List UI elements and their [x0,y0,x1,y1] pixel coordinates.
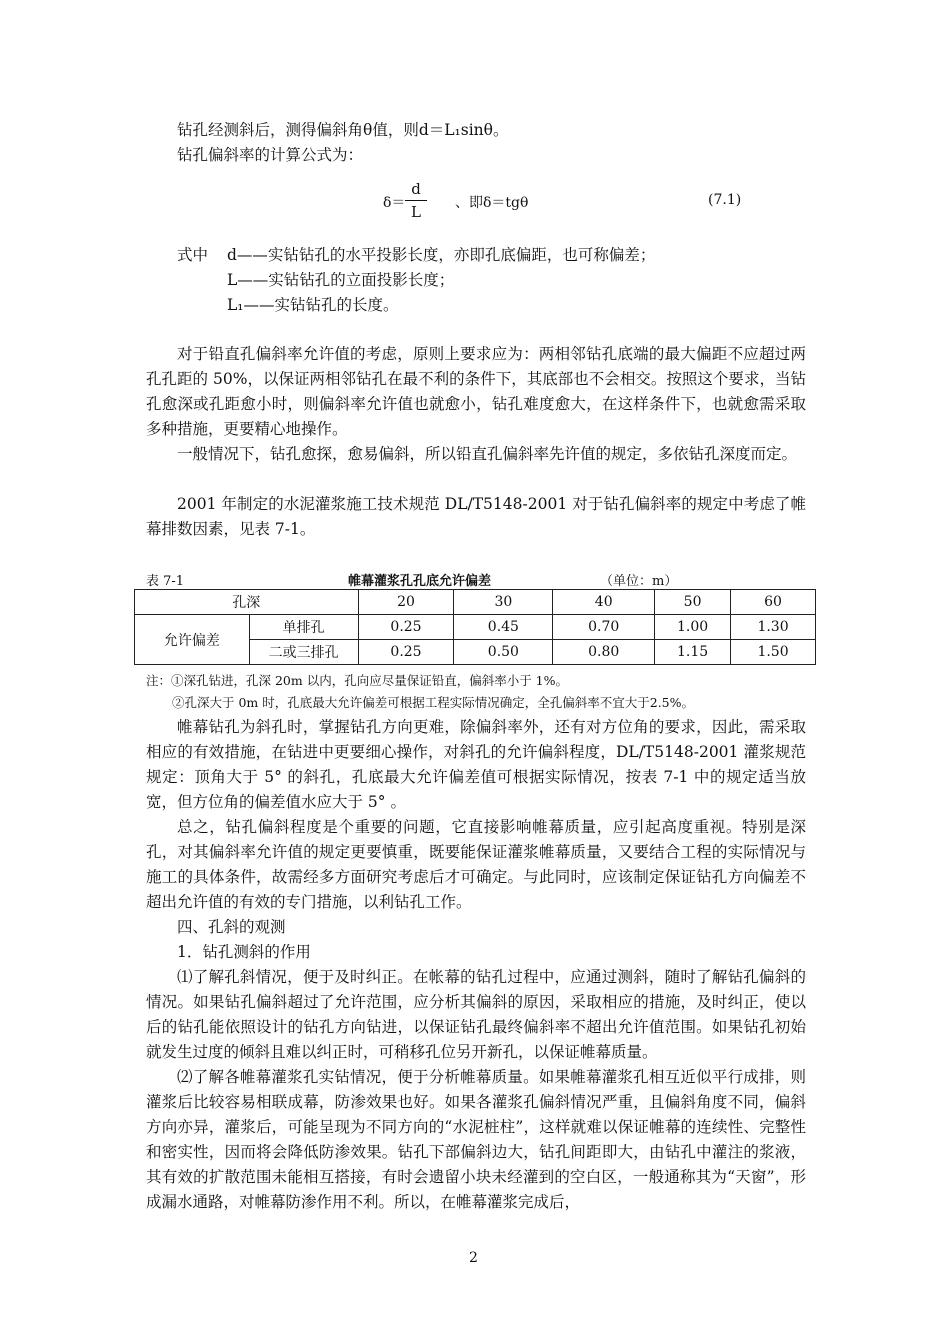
formula-numerator: d [411,180,421,198]
table-row [135,590,816,615]
table-cell: 1.00 [655,615,731,640]
intro-line-2: 钻孔偏斜率的计算公式为： [177,146,364,164]
table-cell: 0.45 [454,615,553,640]
formula-lhs: δ＝ [383,195,406,211]
table-cell: 0.70 [553,615,655,640]
paragraph-6: ⑴了解孔斜情况，便于及时纠正。在帐幕的钻孔过程中，应通过测斜，随时了解钻孔偏斜的情况。如果钻孔偏斜超过了允许范围，应分析其偏斜的原因，采取相应的措施，及时纠正，使以后的钻孔能依照设计的钻孔方向钻进，以保证钻孔最终偏斜率不超出允许值范围。如果钻孔初始就发生过度的倾斜且难以纠正时，可稍移孔位另开新孔，以保证帷幕质量。 [146,968,806,1061]
fraction-bar [405,200,427,201]
table-cell: 0.80 [553,640,655,665]
table-header-cell: 40 [553,590,655,615]
paragraph-4: 帷幕钻孔为斜孔时，掌握钻孔方向更难，除偏斜率外，还有对方位角的要求，因此，需采取相应的有效措施，在钻进中更要细心操作，对斜孔的允许偏斜程度，DL/T5148-2001 灌浆规范规定：顶角大于 5° 的斜孔，孔底最大允许偏差值可根据实际情况，按表 7-1 中的规定适当放宽，但方位角的偏差值水应大于 5° 。 [146,718,806,811]
table-cell: 1.15 [655,640,731,665]
paragraph-1: 对于铅直孔偏斜率允许值的考虑，原则上要求应为：两相邻钻孔底端的最大偏距不应超过两孔孔距的 50%，以保证两相邻钻孔在最不利的条件下，其底部也不会相交。按照这个要求，当钻孔愈深或孔距愈小时，则偏斜率允许值也就愈小，钻孔难度愈大，在这样条件下，也就愈需采取多种措施，更要精心地操作。 [146,345,806,438]
definition-d: d——实钻钻孔的水平投影长度，亦即孔底偏距，也可称偏差； [227,246,656,264]
table-label: 表 7-1 [146,574,185,589]
formula-denominator: L [411,203,421,221]
table-cell: 1.30 [731,615,816,640]
table-note-2: ②孔深大于 0m 时，孔底最大允许偏差可根据工程实际情况确定，全孔偏斜率不宜大于2.5%。 [172,695,695,710]
subsection-heading: 1．钻孔测斜的作用 [177,943,311,961]
definition-L1: L₁——实钻钻孔的长度。 [227,296,399,314]
table-row [135,615,816,640]
table-header-cell: 50 [655,590,731,615]
paragraph-3: 2001 年制定的水泥灌浆施工技术规范 DL/T5148-2001 对于钻孔偏斜率的规定中考虑了帷幕排数因素，见表 7-1。 [146,495,806,538]
table-row-label: 二或三排孔 [249,640,358,665]
formula-rhs: 、即δ＝tgθ [455,195,529,211]
table-cell: 1.50 [731,640,816,665]
section-heading: 四、孔斜的观测 [177,918,286,936]
paragraph-2: 一般情况下，钻孔愈探，愈易偏斜，所以铅直孔偏斜率先许值的规定，多依钻孔深度而定。 [177,445,798,463]
page-number: 2 [469,1250,478,1266]
deviation-table [134,589,816,665]
formula-number: (7.1) [708,192,742,208]
table-cell: 0.25 [358,640,454,665]
table-note-1: 注：①深孔钻进，孔深 20m 以内，孔向应尽量保证铅直，偏斜率小于 1%。 [146,673,569,688]
table-header-cell: 20 [358,590,454,615]
paragraph-7: ⑵了解各帷幕灌浆孔实钻情况，便于分析帷幕质量。如果帷幕灌浆孔相互近似平行成排，则灌浆后比较容易相联成幕，防渗效果也好。如果各灌浆孔偏斜情况严重，且偏斜角度不同，偏斜方向亦异，灌浆后，可能呈现为不同方向的“水泥桩柱”，这样就难以保证帷幕的连续性、完整性和密实性，因而将会降低防渗效果。钻孔下部偏斜边大，钻孔间距即大，由钻孔中灌注的浆液，其有效的扩散范围未能相互搭接，有时会遗留小块未经灌到的空白区，一般通称其为“天窗”，形成漏水通路，对帷幕防渗作用不利。所以，在帷幕灌浆完成后， [146,1068,806,1211]
table-row-label: 单排孔 [249,615,358,640]
table-unit: （单位：m） [600,574,678,589]
table-cell: 0.25 [358,615,454,640]
paragraph-5: 总之，钻孔偏斜程度是个重要的问题，它直接影响帷幕质量，应引起高度重视。特别是深孔，对其偏斜率允许值的规定更要慎重，既要能保证灌浆帷幕质量，又要结合工程的实际情况与施工的具体条件，故需经多方面研究考虑后才可确定。与此同时，应该制定保证钻孔方向偏差不超出允许值的有效的专门措施，以利钻孔工作。 [146,818,806,911]
table-cell: 0.50 [454,640,553,665]
table-header-depth: 孔深 [135,590,359,615]
definitions-prefix: 式中 [177,246,209,264]
table-title: 帷幕灌浆孔孔底允许偏差 [348,574,492,589]
definition-L: L——实钻钻孔的立面投影长度； [227,271,455,289]
table-group-label: 允许偏差 [135,615,250,665]
formula-fraction [405,180,427,221]
intro-line-1: 钻孔经测斜后，测得偏斜角θ值，则d＝L₁sinθ。 [177,121,509,139]
table-header-cell: 60 [731,590,816,615]
table-header-cell: 30 [454,590,553,615]
